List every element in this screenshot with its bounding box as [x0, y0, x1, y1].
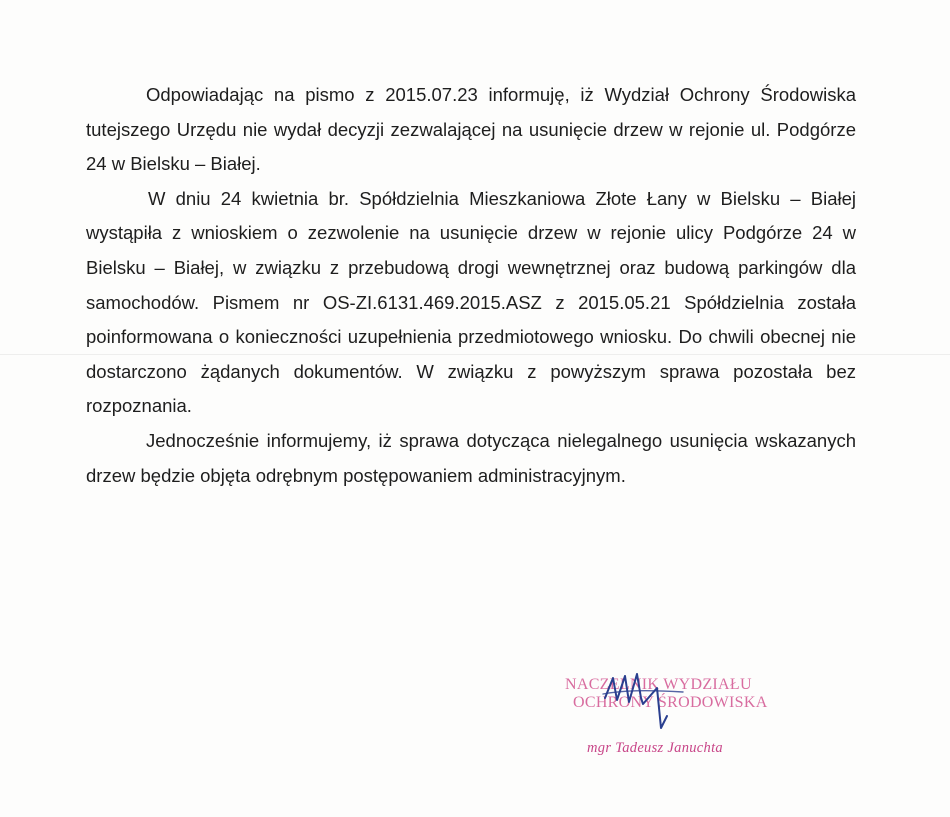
paragraph-2: W dniu 24 kwietnia br. Spółdzielnia Mieszkaniowa Złote Łany w Bielsku – Białej wystąpiła z wnioskiem o zezwolenie na usunięcie drzew w rejonie ulicy Podgórze 24 w Bielsku – Białej, w związku z przebudową drogi wewnętrznej oraz budową parkingów dla samochodów. Pismem nr OS-ZI.6131.469.2015.ASZ z 2015.05.21 Spółdzielnia została poinformowana o konieczności uzupełnienia przedmiotowego wniosku. Do chwili obecnej nie dostarczono żądanych dokumentów. W związku z powyższym sprawa pozostała bez rozpoznania. [86, 187, 856, 417]
official-stamp [555, 674, 795, 794]
handwritten-signature [583, 668, 703, 738]
scan-artifact-line [0, 354, 950, 355]
stamp-signatory-name: mgr Tadeusz Januchta [587, 740, 723, 756]
letter-body [86, 78, 856, 493]
paragraph-1: Odpowiadając na pismo z 2015.07.23 informuję, iż Wydział Ochrony Środowiska tutejszego Urzędu nie wydał decyzji zezwalającej na usunięcie drzew w rejonie ul. Podgórze 24 w Bielsku – Białej. [86, 84, 856, 175]
paragraph-3: Jednocześnie informujemy, iż sprawa dotycząca nielegalnego usunięcia wskazanych drzew będzie objęta odrębnym postępowaniem administracyjnym. [86, 429, 856, 486]
stamp-title-line: NACZELNIK WYDZIAŁU [565, 676, 752, 693]
stamp-department-line: OCHRONY ŚRODOWISKA [573, 694, 768, 711]
